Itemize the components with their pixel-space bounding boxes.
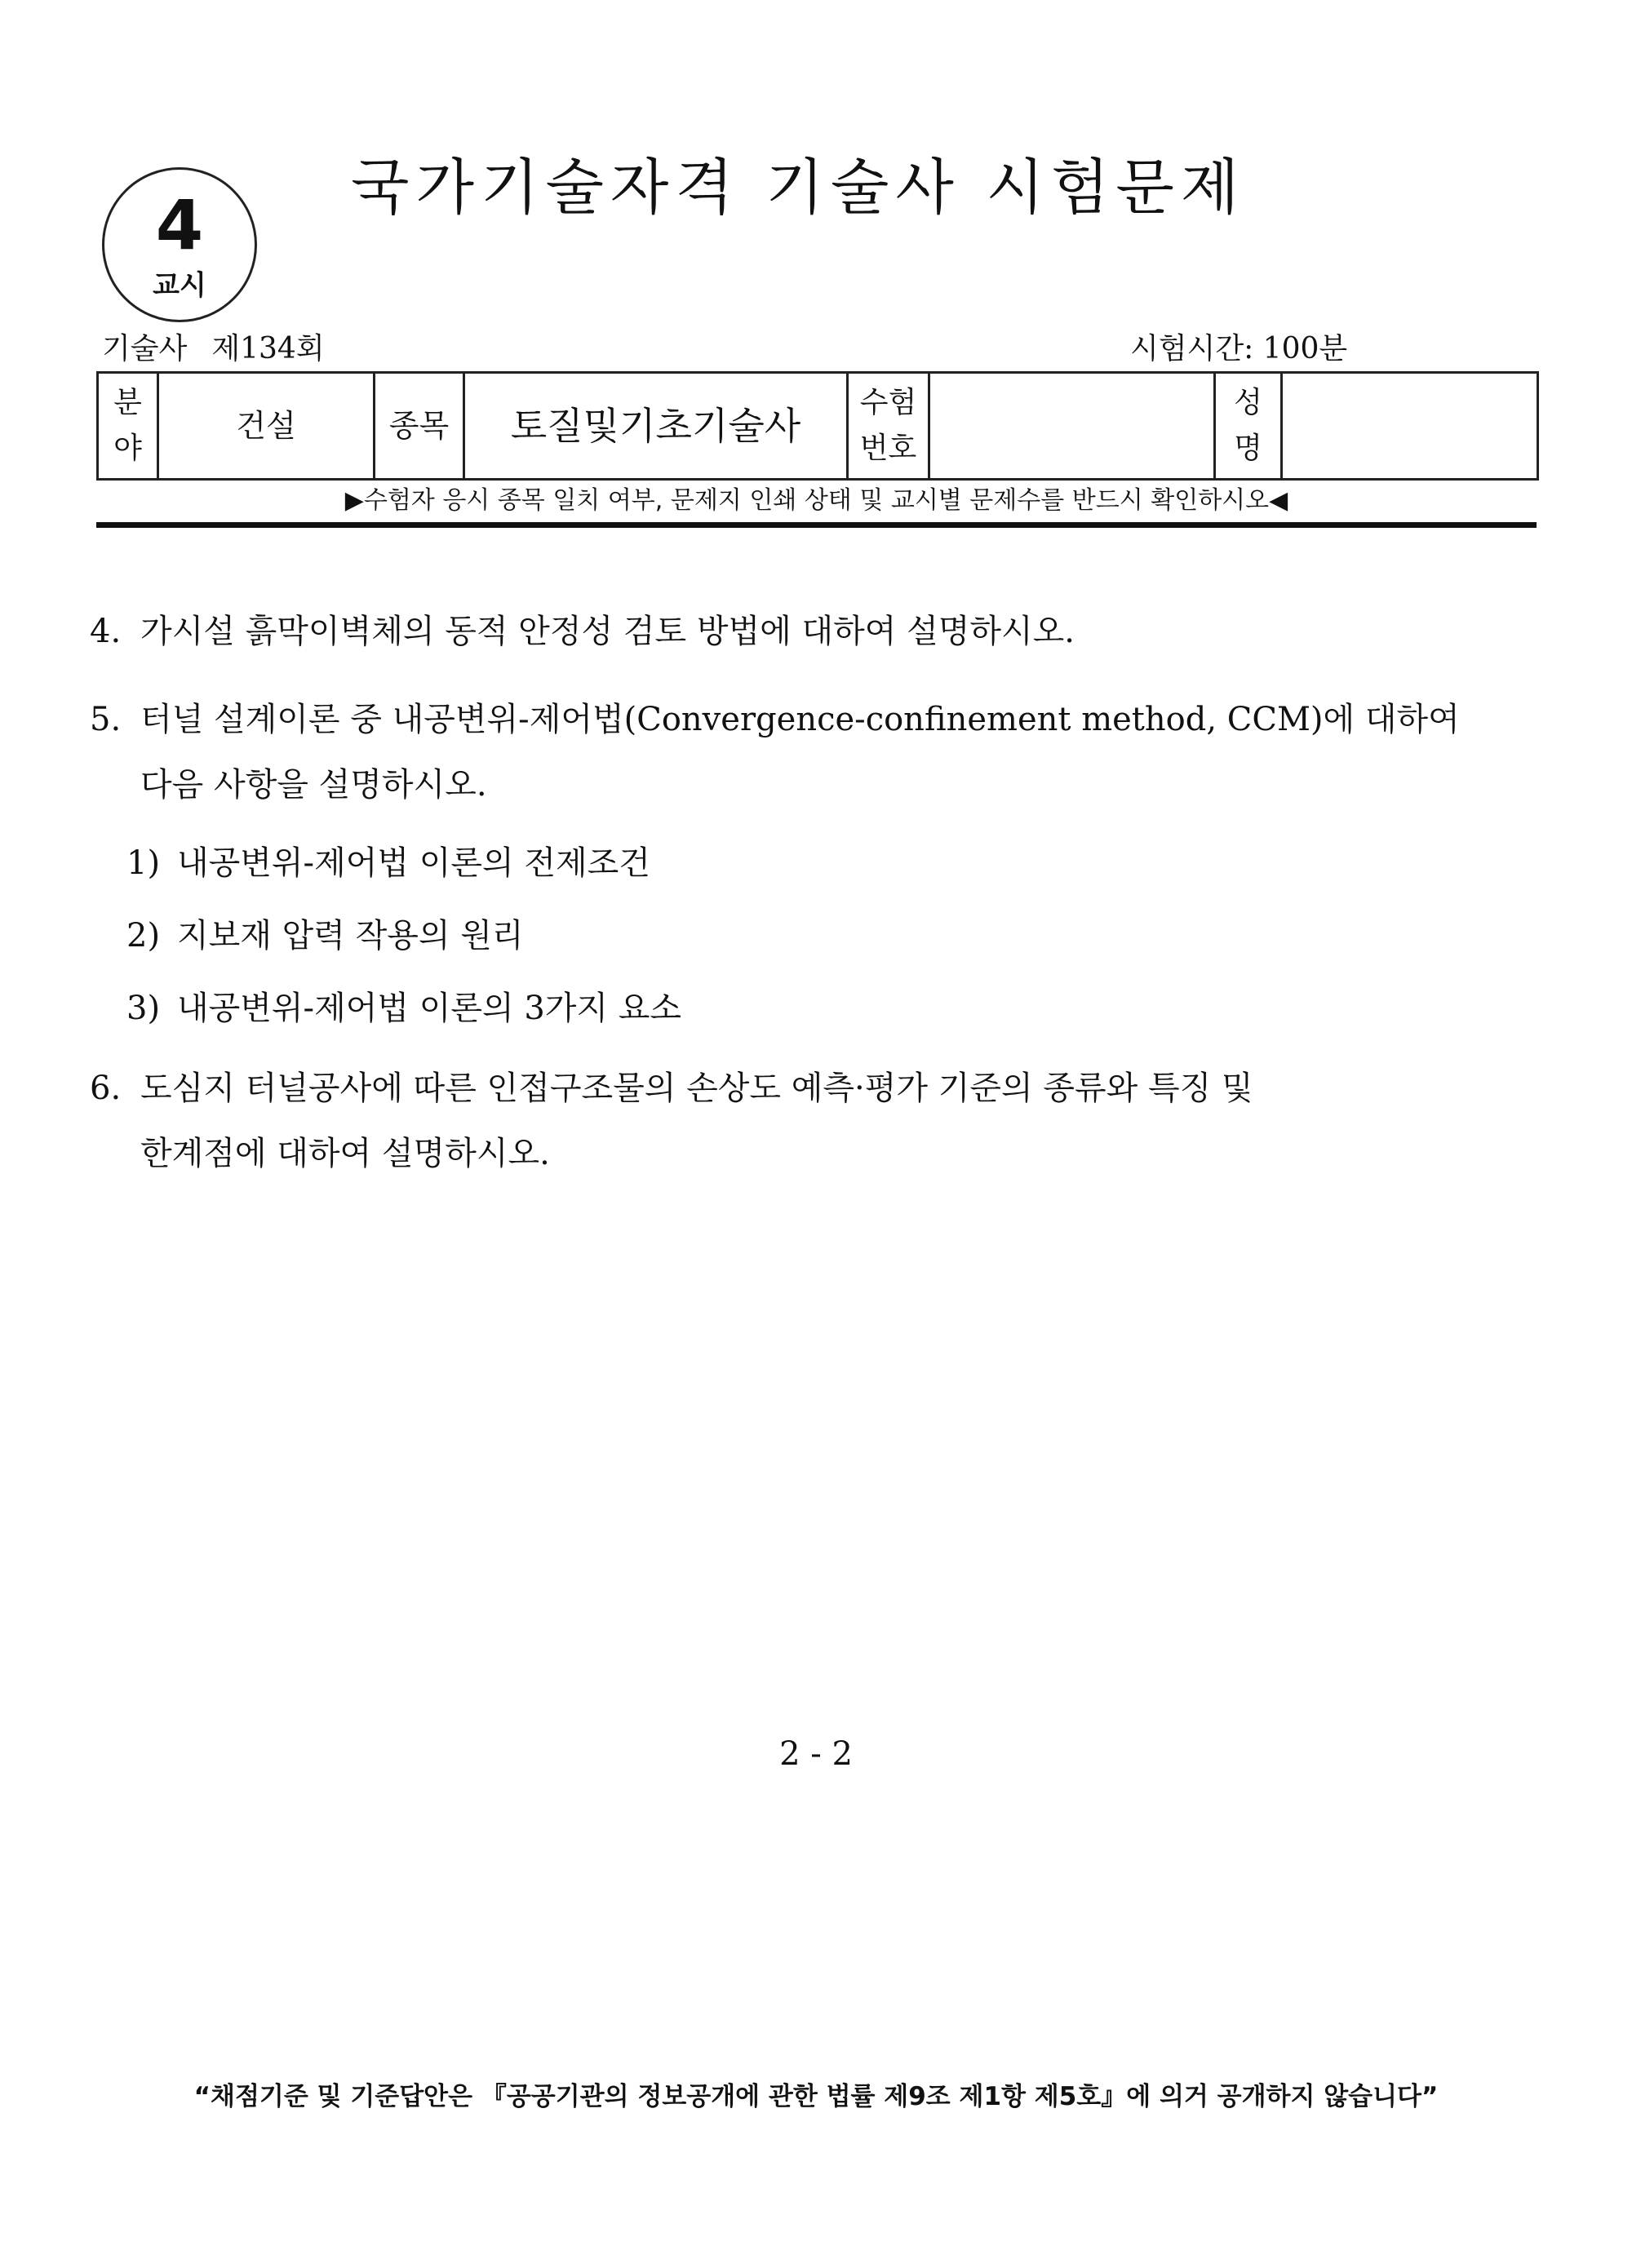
name-label-cell xyxy=(1215,373,1282,480)
name-field[interactable] xyxy=(1282,373,1538,480)
question-number: 4. xyxy=(90,613,122,650)
exam-number-label-top: 수험 xyxy=(859,386,917,419)
exam-time: 시험시간: 100분 xyxy=(1130,332,1348,365)
question-number: 6. xyxy=(90,1070,122,1107)
page-title: 국가기술자격 기술사 시험문제 xyxy=(351,153,1246,223)
session-number: 4 xyxy=(155,185,204,265)
field-value: 건설 xyxy=(158,373,375,480)
question-6 xyxy=(90,1056,1253,1186)
exam-type: 기술사 xyxy=(102,332,188,365)
exam-round: 제134회 xyxy=(211,332,325,365)
question-4 xyxy=(90,599,1075,664)
sub-question-2 xyxy=(126,911,524,960)
sub-question-number: 3) xyxy=(126,990,161,1027)
name-label-bottom: 명 xyxy=(1234,432,1262,465)
sub-question-3 xyxy=(126,984,681,1033)
sub-question-number: 1) xyxy=(126,844,161,882)
category-value: 토질및기초기술사 xyxy=(464,373,848,480)
field-label-cell xyxy=(98,373,158,480)
exam-number-field[interactable] xyxy=(929,373,1215,480)
question-text-line: 도심지 터널공사에 따른 인접구조물의 손상도 예측·평가 기준의 종류와 특징 및 xyxy=(140,1070,1253,1107)
question-text-line: 터널 설계이론 중 내공변위-제어법(Convergence-confinement method, CCM)에 대하여 xyxy=(140,701,1460,738)
question-text-line: 가시설 흙막이벽체의 동적 안정성 검토 방법에 대하여 설명하시오. xyxy=(140,613,1075,650)
field-label-top: 분 xyxy=(113,386,142,419)
footer-disclaimer: “채점기준 및 기준답안은 『공공기관의 정보공개에 관한 법률 제9조 제1항 제5호』에 의거 공개하지 않습니다” xyxy=(193,2082,1439,2111)
page-number: 2 - 2 xyxy=(779,1735,853,1773)
sub-question-text: 내공변위-제어법 이론의 3가지 요소 xyxy=(177,990,682,1027)
question-text-line: 한계점에 대하여 설명하시오. xyxy=(140,1135,550,1172)
exam-number-label-bottom: 번호 xyxy=(859,432,917,465)
sub-question-text: 지보재 압력 작용의 원리 xyxy=(177,917,524,955)
sub-question-number: 2) xyxy=(126,917,161,955)
session-label: 교시 xyxy=(153,269,206,302)
exam-number-label-cell xyxy=(848,373,929,480)
question-number: 5. xyxy=(90,701,122,738)
notice-text: ▶수험자 응시 종목 일치 여부, 문제지 인쇄 상태 및 교시별 문제수를 반드시 확인하시오◀ xyxy=(344,486,1288,515)
exam-info-table xyxy=(96,371,1539,481)
name-label-top: 성 xyxy=(1234,386,1262,419)
question-5 xyxy=(90,687,1460,817)
sub-question-1 xyxy=(126,839,650,888)
field-label-bottom: 야 xyxy=(113,432,142,465)
sub-question-text: 내공변위-제어법 이론의 전제조건 xyxy=(177,844,650,882)
question-text-line: 다음 사항을 설명하시오. xyxy=(140,766,487,804)
category-label: 종목 xyxy=(375,373,464,480)
session-badge xyxy=(102,167,257,322)
header-divider xyxy=(96,522,1537,528)
exam-meta-left xyxy=(102,330,325,369)
